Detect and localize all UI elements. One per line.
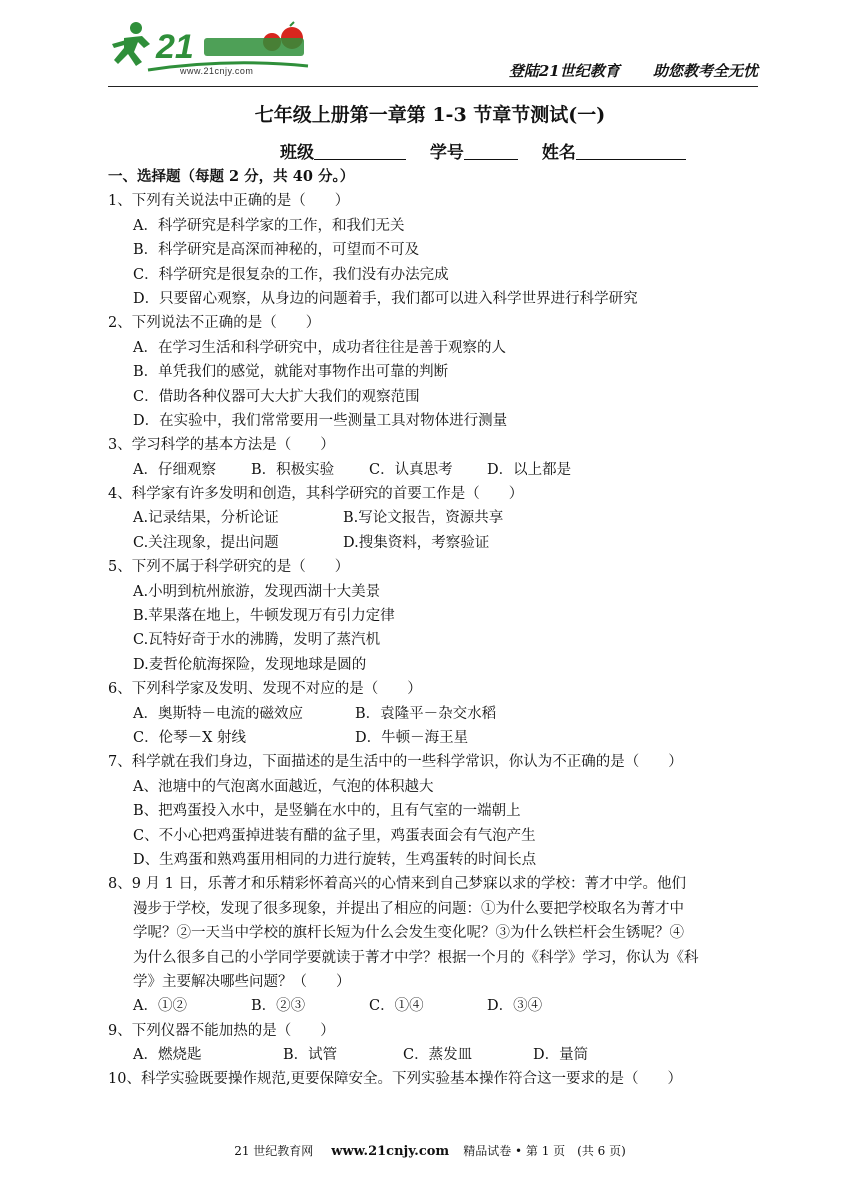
question-8-options: [108, 994, 758, 1018]
number-label: 学号: [429, 143, 464, 163]
question-7-option-a: A、池塘中的气泡离水面越近，气泡的体积越大: [133, 778, 434, 795]
question-3-options: [108, 458, 758, 482]
question-4-options-row1: [108, 506, 758, 530]
question-8-option-b: B．②③: [251, 998, 306, 1015]
question-7-option-c: C、不小心把鸡蛋掉进装有醋的盆子里，鸡蛋表面会有气泡产生: [133, 827, 536, 844]
question-list: [108, 165, 758, 1092]
question-3-option-a: A．仔细观察: [133, 461, 216, 478]
question-8-option-a: A．①②: [133, 998, 187, 1015]
question-8-line-2: 漫步于学校，发现了很多现象，并提出了相应的问题：①为什么要把学校取名为菁才中: [133, 900, 684, 917]
page-header: [108, 14, 758, 84]
question-1-option-a: A．科学研究是科学家的工作，和我们无关: [133, 217, 405, 234]
question-2-option-c: C．借助各种仪器可大大扩大我们的观察范围: [133, 388, 420, 405]
question-2-option-d: D．在实验中，我们常常要用一些测量工具对物体进行测量: [133, 412, 508, 429]
question-9-option-c: C．蒸发皿: [403, 1047, 473, 1064]
question-6-options-row1: [108, 702, 758, 726]
logo-url: www.21cnjy.com: [180, 66, 254, 76]
question-7-option-b: B、把鸡蛋投入水中，是竖躺在水中的，且有气室的一端朝上: [133, 803, 521, 820]
question-10-stem: 10、科学实验既要操作规范,更要保障安全。下列实验基本操作符合这一要求的是（ ）: [108, 1071, 683, 1088]
question-8-option-c: C．①④: [369, 998, 424, 1015]
question-2-option-a: A．在学习生活和科学研究中，成功者往往是善于观察的人: [133, 339, 506, 356]
question-8-line-3: 学呢？②一天当中学校的旗杆长短为什么会发生变化呢？③为什么铁栏杆会生锈呢？④: [133, 925, 684, 942]
svg-text:21: 21: [156, 28, 194, 66]
question-6-option-b: B．袁隆平－杂交水稻: [355, 705, 497, 722]
question-8-line-4: 为什么很多自己的小学同学要就读于菁才中学？根据一个月的《科学》学习，你认为《科: [133, 949, 699, 966]
page-title: 七年级上册第一章第 1-3 节章节测试(一): [254, 104, 606, 126]
question-9-stem: 9、下列仪器不能加热的是（ ）: [108, 1022, 335, 1039]
footer-page-number: 精品试卷 • 第 1 页 (共 6 页): [463, 1144, 626, 1158]
question-2-option-b: B．单凭我们的感觉，就能对事物作出可靠的判断: [133, 364, 449, 381]
question-4-options-row2: [108, 531, 758, 555]
question-9-option-d: D．量筒: [533, 1047, 589, 1064]
question-2-stem: 2、下列说法不正确的是（ ）: [108, 315, 321, 332]
question-8-line-5: 学》主要解决哪些问题？（ ）: [133, 973, 351, 990]
question-3-option-b: B．积极实验: [251, 461, 335, 478]
question-5-option-d: D.麦哲伦航海探险，发现地球是圆的: [133, 656, 367, 673]
question-4-option-b: B.写论文报告，资源共享: [343, 510, 504, 527]
question-1-option-d: D．只要留心观察，从身边的问题着手，我们都可以进入科学世界进行科学研究: [133, 290, 638, 307]
name-blank: [576, 143, 686, 160]
question-4-option-c: C.关注现象，提出问题: [133, 534, 279, 551]
footer-site: 21 世纪教育网: [234, 1144, 314, 1158]
question-1-option-b: B．科学研究是高深而神秘的，可望而不可及: [133, 242, 420, 259]
question-9-option-a: A．燃烧匙: [133, 1047, 202, 1064]
question-5-option-b: B.苹果落在地上，牛顿发现万有引力定律: [133, 608, 395, 625]
question-3-option-d: D．以上都是: [487, 461, 572, 478]
question-3-stem: 3、学习科学的基本方法是（ ）: [108, 437, 335, 454]
question-4-stem: 4、科学家有许多发明和创造，其科学研究的首要工作是（ ）: [108, 486, 524, 503]
slogan-login: 登陆21世纪教育: [508, 62, 620, 80]
question-7-stem: 7、科学就在我们身边，下面描述的是生活中的一些科学常识，你认为不正确的是（ ）: [108, 754, 683, 771]
question-6-option-c: C．伦琴－X 射线: [133, 729, 247, 746]
header-slogan: [509, 60, 758, 81]
question-4-option-a: A.记录结果，分析论证: [133, 510, 279, 527]
question-7-option-d: D、生鸡蛋和熟鸡蛋用相同的力进行旋转，生鸡蛋转的时间长点: [133, 851, 537, 868]
section-title: 一、选择题（每题 2 分，共 40 分。）: [108, 168, 355, 185]
page-footer: [0, 1142, 860, 1159]
question-5-stem: 5、下列不属于科学研究的是（ ）: [108, 559, 350, 576]
question-6-option-a: A．奥斯特－电流的磁效应: [133, 705, 303, 722]
question-6-options-row2: [108, 726, 758, 750]
number-blank: [464, 143, 518, 160]
question-9-options: [108, 1043, 758, 1067]
question-1-stem: 1、下列有关说法中正确的是（ ）: [108, 193, 350, 210]
question-9-option-b: B．试管: [283, 1047, 338, 1064]
class-label: 班级: [280, 143, 314, 163]
question-3-option-c: C．认真思考: [369, 461, 453, 478]
student-info-line: [280, 138, 686, 163]
class-blank: [314, 143, 406, 160]
question-5-option-c: C.瓦特好奇于水的沸腾，发明了蒸汽机: [133, 632, 381, 649]
name-label: 姓名: [541, 143, 576, 163]
question-5-option-a: A.小明到杭州旅游，发现西湖十大美景: [133, 583, 381, 600]
question-6-option-d: D．牛顿－海王星: [355, 729, 469, 746]
question-8-line-1: 8、9 月 1 日，乐菁才和乐精彩怀着高兴的心情来到自己梦寐以求的学校：菁才中学。他们: [108, 876, 686, 893]
footer-url[interactable]: www.21cnjy.com: [331, 1144, 450, 1159]
slogan-help: 助您教考全无忧: [652, 62, 758, 80]
question-8-option-d: D．③④: [487, 998, 543, 1015]
question-1-option-c: C．科学研究是很复杂的工作，我们没有办法完成: [133, 266, 449, 283]
question-4-option-d: D.搜集资料，考察验证: [343, 534, 490, 551]
question-6-stem: 6、下列科学家及发明、发现不对应的是（ ）: [108, 681, 422, 698]
header-divider: [108, 86, 758, 87]
